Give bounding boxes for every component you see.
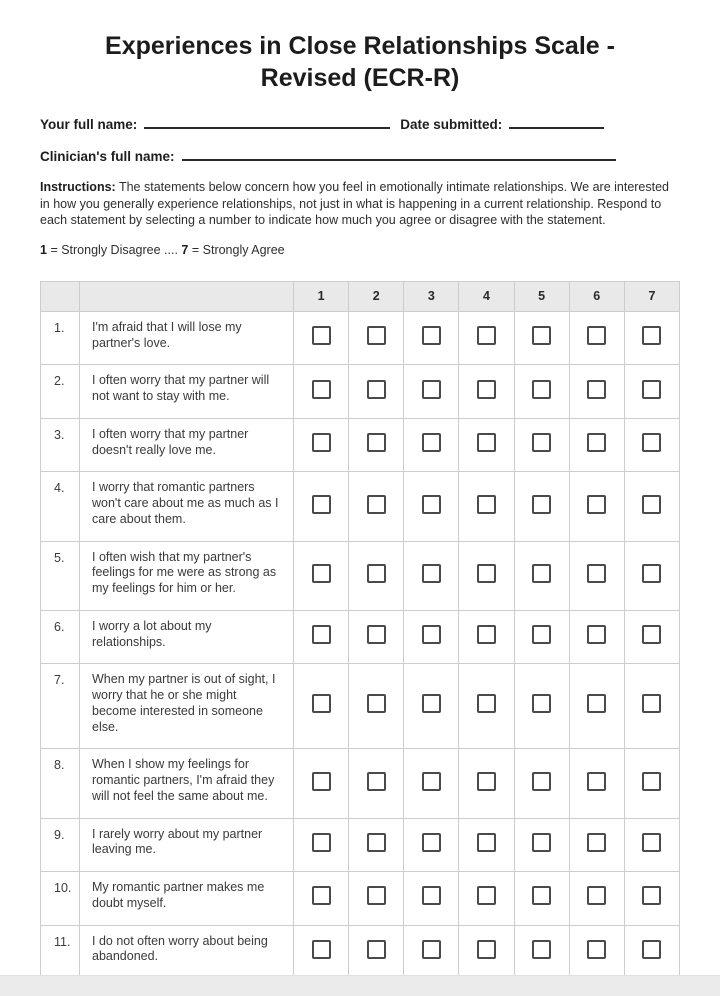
scale-min-text: = Strongly Disagree ....	[50, 242, 178, 257]
response-cell	[349, 311, 404, 365]
response-cell	[294, 541, 349, 610]
response-checkbox[interactable]	[532, 495, 551, 514]
response-cell	[294, 365, 349, 419]
response-cell	[404, 925, 459, 979]
response-checkbox[interactable]	[422, 433, 441, 452]
response-cell	[624, 418, 679, 472]
clinician-name-field[interactable]	[182, 146, 616, 161]
response-cell	[459, 925, 514, 979]
response-cell	[624, 472, 679, 541]
response-checkbox[interactable]	[422, 833, 441, 852]
response-checkbox[interactable]	[587, 495, 606, 514]
statement-number: 2.	[41, 365, 80, 419]
response-cell	[294, 418, 349, 472]
response-cell	[514, 818, 569, 872]
statement-text: My romantic partner makes me doubt myself.	[80, 872, 294, 926]
statement-number: 7.	[41, 664, 80, 749]
response-checkbox[interactable]	[367, 940, 386, 959]
response-cell	[349, 872, 404, 926]
response-checkbox[interactable]	[642, 433, 661, 452]
response-checkbox[interactable]	[477, 380, 496, 399]
statement-number: 8.	[41, 749, 80, 818]
response-checkbox[interactable]	[312, 833, 331, 852]
response-checkbox[interactable]	[477, 564, 496, 583]
rating-column-header: 1	[294, 281, 349, 311]
response-cell	[569, 311, 624, 365]
statement-row	[41, 311, 680, 365]
response-checkbox[interactable]	[422, 694, 441, 713]
response-checkbox[interactable]	[642, 694, 661, 713]
instructions-label: Instructions:	[40, 180, 116, 194]
response-cell	[624, 541, 679, 610]
response-cell	[349, 749, 404, 818]
response-cell	[459, 818, 514, 872]
page-title-line2: Revised (ECR-R)	[260, 64, 460, 92]
response-checkbox[interactable]	[642, 495, 661, 514]
statement-text: I often worry that my partner doesn't really love me.	[80, 418, 294, 472]
statement-text: When my partner is out of sight, I worry that he or she might become interested in someone else.	[80, 664, 294, 749]
response-cell	[294, 925, 349, 979]
response-cell	[459, 610, 514, 664]
response-checkbox[interactable]	[367, 625, 386, 644]
response-cell	[459, 418, 514, 472]
response-cell	[404, 818, 459, 872]
response-checkbox[interactable]	[367, 772, 386, 791]
statement-row	[41, 925, 680, 979]
response-checkbox[interactable]	[532, 625, 551, 644]
statement-text: I rarely worry about my partner leaving me.	[80, 818, 294, 872]
response-checkbox[interactable]	[312, 694, 331, 713]
response-cell	[624, 749, 679, 818]
response-checkbox[interactable]	[367, 833, 386, 852]
statement-row	[41, 418, 680, 472]
response-cell	[404, 472, 459, 541]
response-checkbox[interactable]	[587, 940, 606, 959]
response-cell	[624, 365, 679, 419]
response-checkbox[interactable]	[477, 940, 496, 959]
response-cell	[569, 418, 624, 472]
response-cell	[349, 472, 404, 541]
rating-column-header: 6	[569, 281, 624, 311]
statement-row	[41, 365, 680, 419]
statement-text: I often worry that my partner will not want to stay with me.	[80, 365, 294, 419]
response-checkbox[interactable]	[367, 326, 386, 345]
response-cell	[624, 610, 679, 664]
number-column-header	[41, 281, 80, 311]
statement-text: I worry a lot about my relationships.	[80, 610, 294, 664]
response-checkbox[interactable]	[367, 433, 386, 452]
response-cell	[514, 541, 569, 610]
full-name-field[interactable]	[144, 114, 390, 129]
response-checkbox[interactable]	[312, 625, 331, 644]
statement-number: 1.	[41, 311, 80, 365]
response-checkbox[interactable]	[532, 940, 551, 959]
response-checkbox[interactable]	[587, 433, 606, 452]
statement-number: 6.	[41, 610, 80, 664]
response-checkbox[interactable]	[532, 833, 551, 852]
response-cell	[404, 311, 459, 365]
response-cell	[404, 365, 459, 419]
response-checkbox[interactable]	[422, 886, 441, 905]
response-checkbox[interactable]	[422, 940, 441, 959]
response-checkbox[interactable]	[532, 564, 551, 583]
scale-min-value: 1	[40, 242, 47, 257]
response-checkbox[interactable]	[367, 495, 386, 514]
date-submitted-field[interactable]	[509, 114, 604, 129]
statement-row	[41, 472, 680, 541]
response-cell	[349, 610, 404, 664]
response-checkbox[interactable]	[532, 380, 551, 399]
response-cell	[459, 541, 514, 610]
response-cell	[294, 664, 349, 749]
response-checkbox[interactable]	[477, 694, 496, 713]
rating-column-header: 4	[459, 281, 514, 311]
rating-column-header: 3	[404, 281, 459, 311]
response-cell	[569, 365, 624, 419]
statement-row	[41, 541, 680, 610]
scale-legend	[40, 243, 680, 257]
response-cell	[624, 311, 679, 365]
response-cell	[514, 872, 569, 926]
statement-row	[41, 818, 680, 872]
clinician-name-label: Clinician's full name:	[40, 149, 175, 164]
response-cell	[569, 472, 624, 541]
response-checkbox[interactable]	[312, 940, 331, 959]
response-cell	[459, 664, 514, 749]
response-checkbox[interactable]	[367, 380, 386, 399]
statement-number: 9.	[41, 818, 80, 872]
response-checkbox[interactable]	[367, 564, 386, 583]
response-checkbox[interactable]	[532, 433, 551, 452]
statement-text: I often wish that my partner's feelings for me were as strong as my feelings for him or her.	[80, 541, 294, 610]
response-checkbox[interactable]	[642, 886, 661, 905]
response-cell	[294, 610, 349, 664]
statement-text: I worry that romantic partners won't care about me as much as I care about them.	[80, 472, 294, 541]
response-checkbox[interactable]	[422, 772, 441, 791]
response-checkbox[interactable]	[587, 380, 606, 399]
response-checkbox[interactable]	[587, 886, 606, 905]
response-checkbox[interactable]	[477, 433, 496, 452]
response-checkbox[interactable]	[587, 625, 606, 644]
response-cell	[349, 418, 404, 472]
response-checkbox[interactable]	[642, 833, 661, 852]
response-checkbox[interactable]	[312, 433, 331, 452]
statement-text: I'm afraid that I will lose my partner's love.	[80, 311, 294, 365]
response-checkbox[interactable]	[367, 886, 386, 905]
statement-text: I do not often worry about being abandoned.	[80, 925, 294, 979]
response-cell	[514, 472, 569, 541]
response-checkbox[interactable]	[532, 694, 551, 713]
response-cell	[624, 872, 679, 926]
response-cell	[349, 541, 404, 610]
response-cell	[459, 311, 514, 365]
table-header-row	[41, 281, 680, 311]
page-bottom-edge	[0, 975, 720, 996]
response-cell	[569, 925, 624, 979]
response-cell	[404, 610, 459, 664]
response-cell	[294, 872, 349, 926]
response-checkbox[interactable]	[312, 495, 331, 514]
response-checkbox[interactable]	[642, 564, 661, 583]
response-cell	[404, 749, 459, 818]
response-checkbox[interactable]	[587, 772, 606, 791]
response-cell	[459, 872, 514, 926]
response-cell	[294, 818, 349, 872]
response-cell	[514, 925, 569, 979]
response-cell	[459, 749, 514, 818]
statement-number: 4.	[41, 472, 80, 541]
response-checkbox[interactable]	[312, 564, 331, 583]
response-checkbox[interactable]	[477, 833, 496, 852]
response-checkbox[interactable]	[312, 326, 331, 345]
response-checkbox[interactable]	[587, 564, 606, 583]
full-name-label: Your full name:	[40, 117, 138, 132]
statement-number: 3.	[41, 418, 80, 472]
response-cell	[294, 311, 349, 365]
response-cell	[569, 749, 624, 818]
response-checkbox[interactable]	[477, 495, 496, 514]
response-cell	[624, 664, 679, 749]
response-cell	[404, 872, 459, 926]
response-checkbox[interactable]	[367, 694, 386, 713]
clinician-row	[40, 146, 680, 164]
response-cell	[404, 418, 459, 472]
rating-column-header: 2	[349, 281, 404, 311]
response-cell	[569, 664, 624, 749]
response-cell	[569, 541, 624, 610]
statement-number: 11.	[41, 925, 80, 979]
response-checkbox[interactable]	[422, 495, 441, 514]
statement-row	[41, 872, 680, 926]
statement-row	[41, 610, 680, 664]
response-checkbox[interactable]	[642, 940, 661, 959]
response-cell	[404, 541, 459, 610]
response-cell	[624, 925, 679, 979]
response-checkbox[interactable]	[422, 564, 441, 583]
statements-table	[40, 281, 680, 979]
response-cell	[514, 749, 569, 818]
response-checkbox[interactable]	[312, 772, 331, 791]
response-checkbox[interactable]	[477, 886, 496, 905]
response-cell	[514, 664, 569, 749]
response-checkbox[interactable]	[532, 886, 551, 905]
response-cell	[514, 365, 569, 419]
date-submitted-label: Date submitted:	[400, 117, 503, 132]
statement-column-header	[80, 281, 294, 311]
response-checkbox[interactable]	[642, 380, 661, 399]
response-cell	[514, 311, 569, 365]
rating-column-header: 5	[514, 281, 569, 311]
response-cell	[459, 365, 514, 419]
response-checkbox[interactable]	[587, 833, 606, 852]
response-cell	[624, 818, 679, 872]
response-checkbox[interactable]	[312, 380, 331, 399]
response-cell	[569, 872, 624, 926]
rating-column-header: 7	[624, 281, 679, 311]
response-cell	[514, 418, 569, 472]
scale-max-text: = Strongly Agree	[191, 242, 285, 257]
page-title-line1: Experiences in Close Relationships Scale -	[105, 32, 615, 60]
response-cell	[349, 365, 404, 419]
response-cell	[349, 925, 404, 979]
response-cell	[404, 664, 459, 749]
response-checkbox[interactable]	[587, 694, 606, 713]
response-checkbox[interactable]	[642, 772, 661, 791]
name-date-row	[40, 114, 680, 132]
response-checkbox[interactable]	[477, 772, 496, 791]
statement-row	[41, 664, 680, 749]
response-checkbox[interactable]	[532, 326, 551, 345]
response-cell	[569, 610, 624, 664]
response-cell	[349, 664, 404, 749]
response-checkbox[interactable]	[422, 625, 441, 644]
response-cell	[294, 472, 349, 541]
statement-number: 10.	[41, 872, 80, 926]
response-checkbox[interactable]	[642, 326, 661, 345]
response-checkbox[interactable]	[587, 326, 606, 345]
response-cell	[514, 610, 569, 664]
page-title	[40, 30, 680, 94]
statement-number: 5.	[41, 541, 80, 610]
statement-row	[41, 749, 680, 818]
response-checkbox[interactable]	[312, 886, 331, 905]
response-cell	[459, 472, 514, 541]
response-checkbox[interactable]	[532, 772, 551, 791]
response-cell	[569, 818, 624, 872]
statement-text: When I show my feelings for romantic partners, I'm afraid they will not feel the same about me.	[80, 749, 294, 818]
scale-max-value: 7	[181, 242, 189, 257]
instructions-paragraph	[40, 179, 680, 229]
response-checkbox[interactable]	[422, 380, 441, 399]
statements-table-body	[41, 311, 680, 978]
response-checkbox[interactable]	[477, 625, 496, 644]
response-checkbox[interactable]	[477, 326, 496, 345]
response-cell	[294, 749, 349, 818]
response-checkbox[interactable]	[642, 625, 661, 644]
instructions-text: The statements below concern how you feel in emotionally intimate relationships. We are interested in how you generally experience relationships, not just in what is happening in a current relationship. Respond to each statement by selecting a number to indicate how much you agree or disagree with the statement.	[40, 180, 670, 228]
response-checkbox[interactable]	[422, 326, 441, 345]
response-cell	[349, 818, 404, 872]
